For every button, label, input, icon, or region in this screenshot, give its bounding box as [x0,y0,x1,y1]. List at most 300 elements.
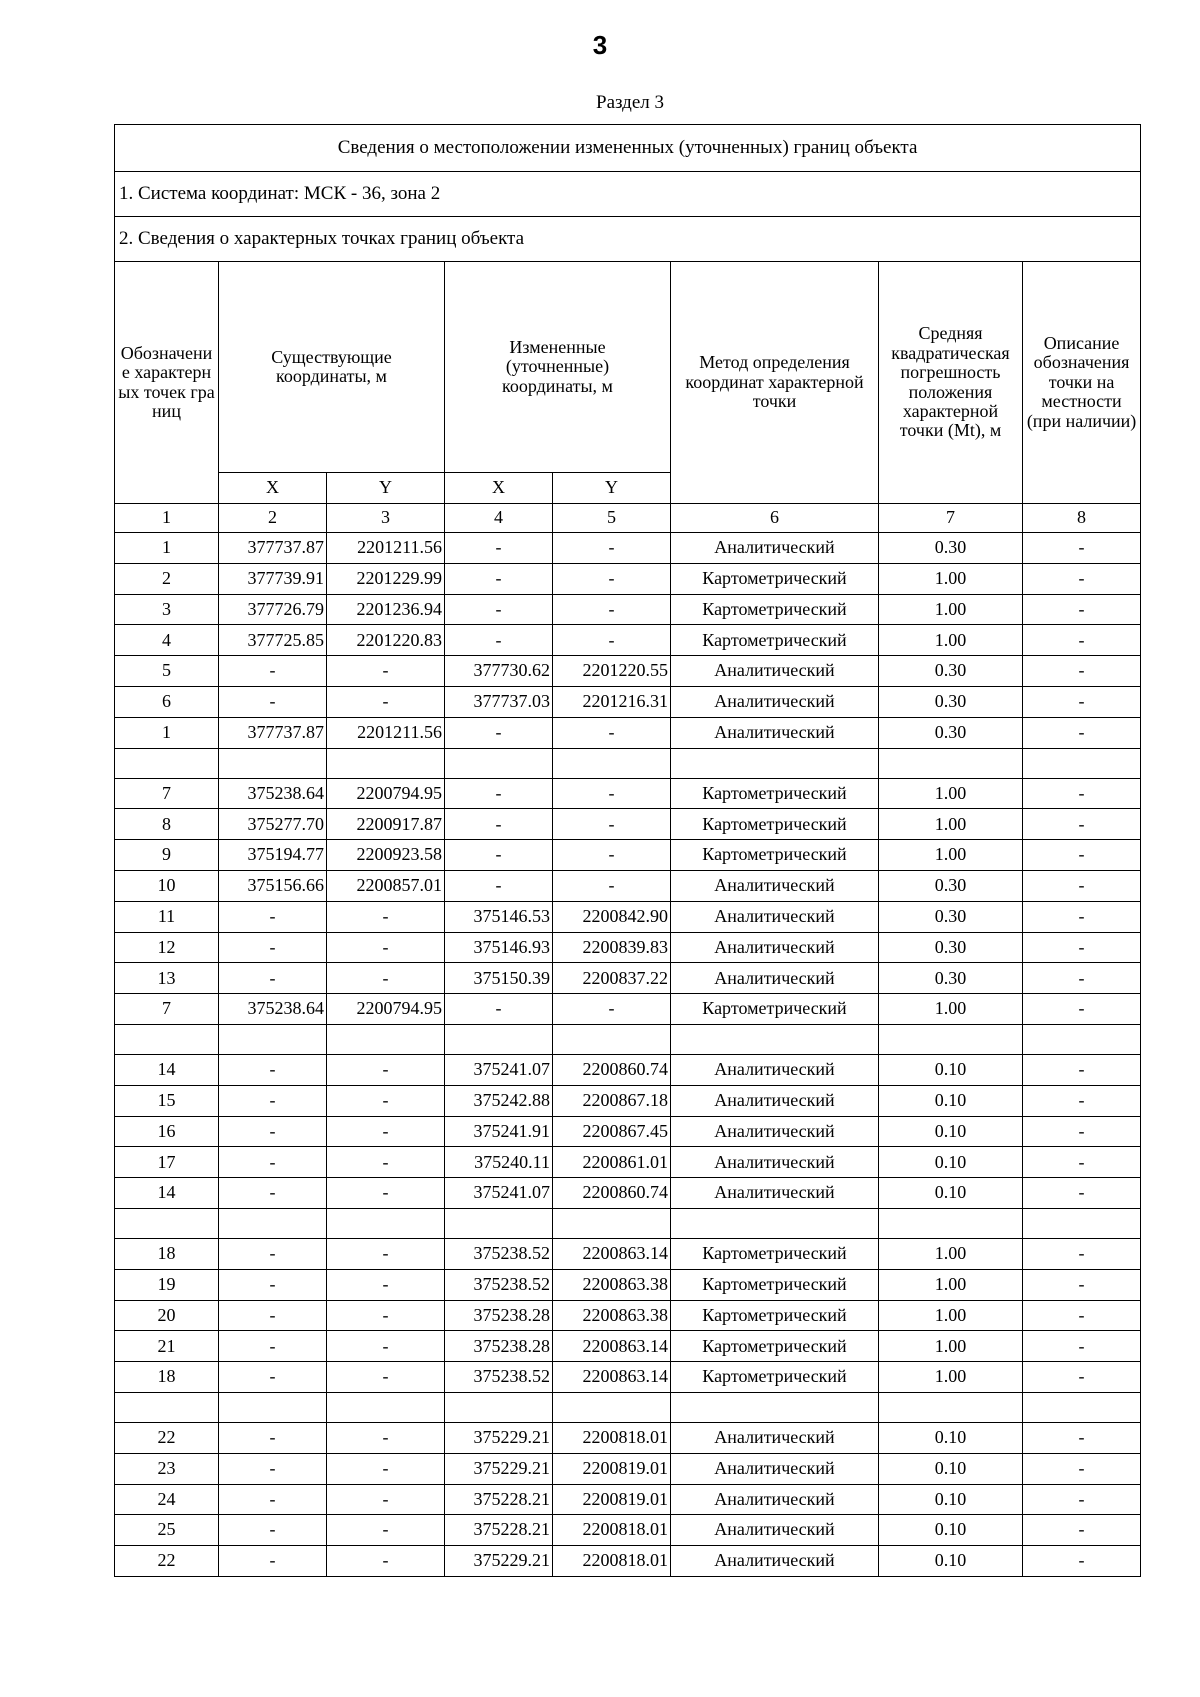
header-error: Средняя квадратическая погрешность положения характерной точки (Mt), м [879,262,1023,504]
boundary-points-table [114,124,1141,1577]
empty-cell [1023,1024,1141,1054]
existing-x-cell: - [219,1300,327,1331]
changed-y-cell: 2200818.01 [553,1515,671,1546]
description-cell: - [1023,1054,1141,1085]
point-id-cell: 4 [115,625,219,656]
changed-y-cell: 2200863.38 [553,1300,671,1331]
point-id-cell: 7 [115,778,219,809]
existing-x-cell: - [219,1269,327,1300]
existing-y-cell: 2201211.56 [327,717,445,748]
existing-x-cell: - [219,1116,327,1147]
error-mt-cell: 0.30 [879,932,1023,963]
existing-y-cell: 2201236.94 [327,594,445,625]
page-number: 3 [592,30,608,60]
error-mt-cell: 0.10 [879,1453,1023,1484]
changed-x-cell: 375146.53 [445,901,553,932]
existing-x-cell: 375238.64 [219,994,327,1025]
description-cell: - [1023,1178,1141,1209]
changed-x-cell: 375238.28 [445,1300,553,1331]
changed-y-cell: 2200867.18 [553,1085,671,1116]
description-cell: - [1023,778,1141,809]
method-cell: Картометрический [671,809,879,840]
method-cell: Аналитический [671,1147,879,1178]
method-cell: Картометрический [671,1331,879,1362]
error-mt-cell: 1.00 [879,1238,1023,1269]
empty-cell [879,1392,1023,1422]
table-row [115,717,1141,748]
existing-y-cell: - [327,1484,445,1515]
changed-y-cell: - [553,778,671,809]
empty-cell [1023,1208,1141,1238]
changed-y-cell: 2200839.83 [553,932,671,963]
error-mt-cell: 1.00 [879,594,1023,625]
changed-y-cell: - [553,533,671,564]
separator-row [115,1392,1141,1422]
description-cell: - [1023,1147,1141,1178]
existing-y-cell: - [327,932,445,963]
method-cell: Аналитический [671,932,879,963]
description-cell: - [1023,1116,1141,1147]
empty-cell [671,1024,879,1054]
point-id-cell: 16 [115,1116,219,1147]
description-cell: - [1023,901,1141,932]
table-row [115,1054,1141,1085]
existing-x-cell: - [219,1362,327,1393]
method-cell: Аналитический [671,1085,879,1116]
table-row [115,778,1141,809]
point-id-cell: 14 [115,1054,219,1085]
point-id-cell: 1 [115,717,219,748]
changed-x-cell: - [445,809,553,840]
table-row [115,1546,1141,1577]
changed-x-cell: 375238.52 [445,1238,553,1269]
description-cell: - [1023,1269,1141,1300]
error-mt-cell: 0.30 [879,870,1023,901]
empty-cell [445,1208,553,1238]
error-mt-cell: 1.00 [879,994,1023,1025]
existing-y-cell: 2200794.95 [327,778,445,809]
table-row [115,1269,1141,1300]
changed-y-cell: 2200860.74 [553,1178,671,1209]
point-id-cell: 14 [115,1178,219,1209]
method-cell: Картометрический [671,1362,879,1393]
changed-y-cell: 2201220.55 [553,656,671,687]
existing-x-cell: 377725.85 [219,625,327,656]
description-cell: - [1023,717,1141,748]
point-id-cell: 22 [115,1546,219,1577]
point-id-cell: 21 [115,1331,219,1362]
changed-x-cell: 375238.28 [445,1331,553,1362]
method-cell: Аналитический [671,1484,879,1515]
table-row [115,533,1141,564]
existing-x-cell: 375194.77 [219,840,327,871]
changed-y-cell: - [553,563,671,594]
error-mt-cell: 0.30 [879,963,1023,994]
method-cell: Картометрический [671,1269,879,1300]
method-cell: Аналитический [671,1453,879,1484]
description-cell: - [1023,533,1141,564]
table-row [115,809,1141,840]
point-id-cell: 23 [115,1453,219,1484]
method-cell: Аналитический [671,686,879,717]
method-cell: Картометрический [671,563,879,594]
changed-x-cell: 375228.21 [445,1484,553,1515]
existing-y-cell: - [327,1238,445,1269]
empty-cell [553,1392,671,1422]
existing-y-cell: 2200857.01 [327,870,445,901]
empty-cell [445,1392,553,1422]
point-id-cell: 18 [115,1238,219,1269]
changed-y-cell: 2200867.45 [553,1116,671,1147]
description-cell: - [1023,870,1141,901]
existing-y-cell: - [327,686,445,717]
separator-row [115,1024,1141,1054]
existing-y-cell: 2200923.58 [327,840,445,871]
changed-y-cell: - [553,809,671,840]
changed-y-cell: 2200818.01 [553,1546,671,1577]
column-number: 6 [671,504,879,533]
existing-x-cell: - [219,1484,327,1515]
table-row [115,1147,1141,1178]
table-row [115,901,1141,932]
point-id-cell: 12 [115,932,219,963]
table-row [115,1178,1141,1209]
table-row [115,1085,1141,1116]
table-row [115,963,1141,994]
existing-x-cell: - [219,1054,327,1085]
point-id-cell: 17 [115,1147,219,1178]
changed-x-cell: 375241.07 [445,1054,553,1085]
changed-x-cell: - [445,717,553,748]
table-row [115,1422,1141,1453]
error-mt-cell: 0.30 [879,533,1023,564]
existing-y-cell: - [327,1147,445,1178]
changed-x-cell: 375146.93 [445,932,553,963]
point-id-cell: 2 [115,563,219,594]
changed-x-cell: 377730.62 [445,656,553,687]
point-id-cell: 24 [115,1484,219,1515]
method-cell: Аналитический [671,1178,879,1209]
point-id-cell: 15 [115,1085,219,1116]
empty-cell [1023,1392,1141,1422]
header-changed-coords: Измененные (уточненные) координаты, м [445,262,671,473]
method-cell: Картометрический [671,994,879,1025]
section-label: Раздел 3 [596,92,664,113]
changed-y-cell: 2200863.14 [553,1362,671,1393]
existing-x-cell: 375156.66 [219,870,327,901]
existing-y-cell: - [327,1362,445,1393]
header-y-existing: Y [327,473,445,504]
error-mt-cell: 0.10 [879,1484,1023,1515]
point-id-cell: 25 [115,1515,219,1546]
changed-y-cell: 2200842.90 [553,901,671,932]
error-mt-cell: 0.30 [879,901,1023,932]
empty-cell [553,1024,671,1054]
method-cell: Аналитический [671,717,879,748]
existing-y-cell: - [327,1515,445,1546]
description-cell: - [1023,994,1141,1025]
existing-x-cell: 377737.87 [219,533,327,564]
table-row [115,1116,1141,1147]
existing-y-cell: - [327,1546,445,1577]
table-row [115,932,1141,963]
empty-cell [219,748,327,778]
existing-y-cell: - [327,1331,445,1362]
empty-cell [1023,748,1141,778]
empty-cell [115,1392,219,1422]
changed-y-cell: - [553,594,671,625]
error-mt-cell: 0.10 [879,1546,1023,1577]
changed-x-cell: 375229.21 [445,1453,553,1484]
error-mt-cell: 1.00 [879,625,1023,656]
column-number: 8 [1023,504,1141,533]
point-id-cell: 3 [115,594,219,625]
changed-x-cell: - [445,840,553,871]
error-mt-cell: 0.10 [879,1515,1023,1546]
error-mt-cell: 1.00 [879,840,1023,871]
description-cell: - [1023,686,1141,717]
error-mt-cell: 0.10 [879,1422,1023,1453]
table-row [115,870,1141,901]
changed-y-cell: - [553,994,671,1025]
error-mt-cell: 1.00 [879,809,1023,840]
empty-cell [553,1208,671,1238]
changed-x-cell: 375229.21 [445,1546,553,1577]
description-cell: - [1023,1362,1141,1393]
empty-cell [327,748,445,778]
method-cell: Аналитический [671,1515,879,1546]
changed-y-cell: 2200863.14 [553,1238,671,1269]
existing-y-cell: - [327,1116,445,1147]
existing-y-cell: 2201220.83 [327,625,445,656]
existing-y-cell: 2201229.99 [327,563,445,594]
table-row [115,656,1141,687]
empty-cell [219,1392,327,1422]
point-id-cell: 13 [115,963,219,994]
table-row [115,994,1141,1025]
column-number: 4 [445,504,553,533]
point-id-cell: 19 [115,1269,219,1300]
empty-cell [327,1208,445,1238]
description-cell: - [1023,656,1141,687]
table-row [115,1300,1141,1331]
method-cell: Аналитический [671,1422,879,1453]
table-row [115,1484,1141,1515]
table-row [115,1453,1141,1484]
description-cell: - [1023,563,1141,594]
existing-y-cell: - [327,901,445,932]
changed-x-cell: - [445,594,553,625]
table-row [115,1238,1141,1269]
method-cell: Аналитический [671,1054,879,1085]
column-number: 2 [219,504,327,533]
existing-x-cell: - [219,1085,327,1116]
existing-y-cell: - [327,963,445,994]
error-mt-cell: 1.00 [879,1269,1023,1300]
error-mt-cell: 1.00 [879,1362,1023,1393]
method-cell: Аналитический [671,870,879,901]
error-mt-cell: 1.00 [879,563,1023,594]
header-point-designation: Обозначение характерных точек границ [115,262,219,504]
method-cell: Аналитический [671,1546,879,1577]
existing-y-cell: 2201211.56 [327,533,445,564]
empty-cell [327,1024,445,1054]
separator-row [115,1208,1141,1238]
method-cell: Картометрический [671,1238,879,1269]
description-cell: - [1023,809,1141,840]
method-cell: Аналитический [671,656,879,687]
points-heading: 2. Сведения о характерных точках границ объекта [115,217,1141,262]
table-row [115,1515,1141,1546]
changed-y-cell: 2200818.01 [553,1422,671,1453]
column-number: 5 [553,504,671,533]
method-cell: Аналитический [671,533,879,564]
changed-x-cell: - [445,625,553,656]
existing-x-cell: 375238.64 [219,778,327,809]
existing-x-cell: - [219,932,327,963]
existing-x-cell: - [219,963,327,994]
existing-y-cell: - [327,656,445,687]
changed-x-cell: 375150.39 [445,963,553,994]
description-cell: - [1023,625,1141,656]
error-mt-cell: 1.00 [879,1331,1023,1362]
coord-system: 1. Система координат: МСК - 36, зона 2 [115,172,1141,217]
error-mt-cell: 1.00 [879,778,1023,809]
empty-cell [445,748,553,778]
empty-cell [327,1392,445,1422]
method-cell: Аналитический [671,1116,879,1147]
method-cell: Картометрический [671,625,879,656]
changed-x-cell: 377737.03 [445,686,553,717]
existing-x-cell: 375277.70 [219,809,327,840]
changed-y-cell: - [553,840,671,871]
column-number: 3 [327,504,445,533]
point-id-cell: 6 [115,686,219,717]
existing-y-cell: - [327,1269,445,1300]
description-cell: - [1023,1300,1141,1331]
existing-y-cell: - [327,1422,445,1453]
existing-x-cell: - [219,901,327,932]
point-id-cell: 22 [115,1422,219,1453]
error-mt-cell: 0.30 [879,717,1023,748]
existing-y-cell: 2200917.87 [327,809,445,840]
header-method: Метод определения координат характерной точки [671,262,879,504]
description-cell: - [1023,1453,1141,1484]
changed-y-cell: 2200861.01 [553,1147,671,1178]
changed-x-cell: 375238.52 [445,1362,553,1393]
description-cell: - [1023,1484,1141,1515]
existing-x-cell: - [219,1422,327,1453]
existing-x-cell: - [219,1178,327,1209]
header-y-changed: Y [553,473,671,504]
existing-x-cell: - [219,1147,327,1178]
table-row [115,625,1141,656]
empty-cell [219,1208,327,1238]
changed-x-cell: - [445,870,553,901]
changed-y-cell: 2200863.38 [553,1269,671,1300]
changed-x-cell: 375228.21 [445,1515,553,1546]
point-id-cell: 9 [115,840,219,871]
header-existing-coords: Существующие координаты, м [219,262,445,473]
empty-cell [671,748,879,778]
error-mt-cell: 0.10 [879,1116,1023,1147]
existing-x-cell: 377726.79 [219,594,327,625]
description-cell: - [1023,1422,1141,1453]
existing-x-cell: 377737.87 [219,717,327,748]
error-mt-cell: 0.10 [879,1147,1023,1178]
existing-x-cell: - [219,1238,327,1269]
changed-x-cell: 375238.52 [445,1269,553,1300]
point-id-cell: 11 [115,901,219,932]
changed-y-cell: 2200819.01 [553,1453,671,1484]
header-description: Описание обозначения точки на местности (при наличии) [1023,262,1141,504]
changed-x-cell: 375241.07 [445,1178,553,1209]
existing-x-cell: - [219,656,327,687]
existing-y-cell: 2200794.95 [327,994,445,1025]
error-mt-cell: 0.10 [879,1178,1023,1209]
description-cell: - [1023,963,1141,994]
changed-x-cell: - [445,994,553,1025]
existing-x-cell: - [219,1453,327,1484]
description-cell: - [1023,1238,1141,1269]
changed-y-cell: - [553,717,671,748]
changed-y-cell: 2200819.01 [553,1484,671,1515]
header-x-changed: X [445,473,553,504]
empty-cell [879,1208,1023,1238]
existing-y-cell: - [327,1054,445,1085]
table-row [115,1362,1141,1393]
description-cell: - [1023,840,1141,871]
point-id-cell: 20 [115,1300,219,1331]
error-mt-cell: 0.30 [879,656,1023,687]
changed-x-cell: 375229.21 [445,1422,553,1453]
empty-cell [879,1024,1023,1054]
existing-x-cell: - [219,1515,327,1546]
changed-y-cell: 2200837.22 [553,963,671,994]
changed-x-cell: 375242.88 [445,1085,553,1116]
column-number: 1 [115,504,219,533]
existing-x-cell: - [219,686,327,717]
empty-cell [115,748,219,778]
changed-y-cell: - [553,625,671,656]
description-cell: - [1023,932,1141,963]
changed-y-cell: 2200863.14 [553,1331,671,1362]
existing-y-cell: - [327,1085,445,1116]
method-cell: Картометрический [671,1300,879,1331]
point-id-cell: 5 [115,656,219,687]
method-cell: Картометрический [671,840,879,871]
changed-x-cell: - [445,563,553,594]
changed-y-cell: 2200860.74 [553,1054,671,1085]
existing-y-cell: - [327,1453,445,1484]
table-row [115,840,1141,871]
table-row [115,563,1141,594]
empty-cell [115,1208,219,1238]
changed-x-cell: 375240.11 [445,1147,553,1178]
empty-cell [671,1392,879,1422]
table-row [115,1331,1141,1362]
table-title: Сведения о местоположении измененных (уточненных) границ объекта [115,125,1141,172]
existing-x-cell: 377739.91 [219,563,327,594]
column-number: 7 [879,504,1023,533]
separator-row [115,748,1141,778]
description-cell: - [1023,594,1141,625]
error-mt-cell: 1.00 [879,1300,1023,1331]
header-x-existing: X [219,473,327,504]
description-cell: - [1023,1085,1141,1116]
changed-y-cell: - [553,870,671,901]
error-mt-cell: 0.10 [879,1054,1023,1085]
